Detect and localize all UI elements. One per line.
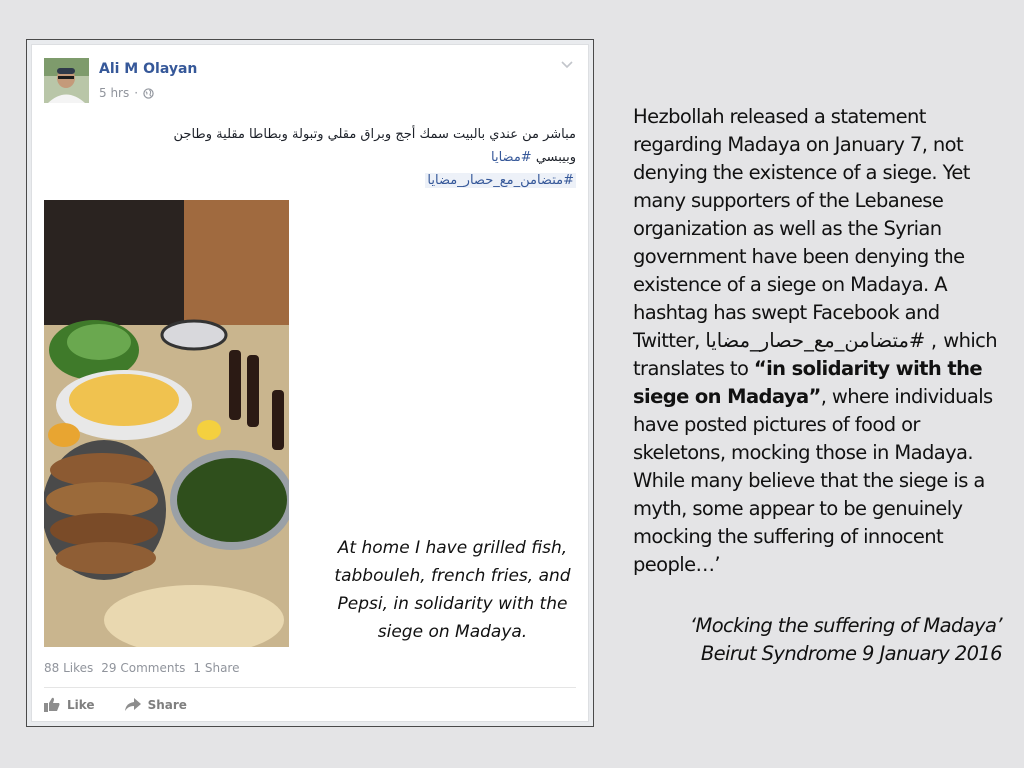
quote-text bbox=[633, 103, 1009, 579]
post-text-line3 bbox=[44, 169, 576, 192]
share-arrow-icon bbox=[125, 698, 141, 712]
post-text-prefix: وبيبسي bbox=[531, 150, 576, 165]
share-button[interactable] bbox=[125, 697, 187, 712]
globe-icon bbox=[143, 88, 154, 99]
avatar[interactable] bbox=[44, 58, 89, 103]
photo-caption: At home I have grilled fish, tabbouleh, french fries, and Pepsi, in solidarity with the siege on Madaya. bbox=[334, 538, 571, 642]
comments-count[interactable]: 29 Comments bbox=[101, 661, 186, 675]
like-button[interactable] bbox=[44, 697, 95, 712]
attribution-source: Beirut Syndrome 9 January 2016 bbox=[700, 642, 1002, 665]
author-name[interactable]: Ali M Olayan bbox=[99, 61, 198, 77]
quote-part2: , which translates to bbox=[633, 329, 998, 380]
post-meta bbox=[99, 86, 154, 100]
thumbs-up-icon bbox=[44, 697, 60, 712]
post-text-line1: مباشر من عندي بالبيت سمك أجج وبراق مقلي وتبولة وبطاطا مقلية وطاجن bbox=[173, 127, 576, 142]
attribution bbox=[690, 612, 1002, 668]
post-actions bbox=[44, 697, 187, 712]
chevron-down-icon[interactable] bbox=[560, 60, 574, 70]
separator-dot: · bbox=[134, 86, 139, 100]
quote-part3: , where individuals have posted pictures of food or skeletons, mocking those in Madaya. While many believe that the siege is a myth, some appear to be genuinely mocking the suffering of innocent people…’ bbox=[633, 385, 993, 576]
facebook-post-screenshot bbox=[26, 39, 594, 727]
share-label: Share bbox=[147, 697, 187, 712]
quote-hashtag: #متضامن_مع_حصار_مضايا bbox=[705, 329, 925, 352]
quote-bold-translation: “in solidarity with the siege on Madaya” bbox=[633, 357, 982, 408]
food-photo[interactable] bbox=[44, 200, 289, 647]
post-text-line2 bbox=[44, 146, 576, 169]
post-stats bbox=[44, 661, 239, 675]
attribution-title: ‘Mocking the suffering of Madaya’ bbox=[689, 614, 1002, 637]
hashtag-madaya[interactable]: #مضايا bbox=[491, 150, 532, 165]
divider bbox=[44, 687, 576, 688]
shares-count[interactable]: 1 Share bbox=[193, 661, 240, 675]
like-label: Like bbox=[67, 697, 95, 712]
post-text bbox=[44, 123, 576, 192]
post-time[interactable]: 5 hrs bbox=[99, 86, 130, 100]
likes-count[interactable]: 88 Likes bbox=[44, 661, 94, 675]
quote-part1: Hezbollah released a statement regarding Madaya on January 7, not denying the existence of a siege. Yet many supporters of the Lebanese organization as well as the Syrian government have been denying the existence of a siege on Madaya. A hashtag has swept Facebook and Twitter, bbox=[633, 105, 970, 352]
post-card bbox=[31, 44, 589, 722]
hashtag-solidarity[interactable]: #متضامن_مع_حصار_مضايا bbox=[427, 173, 574, 188]
